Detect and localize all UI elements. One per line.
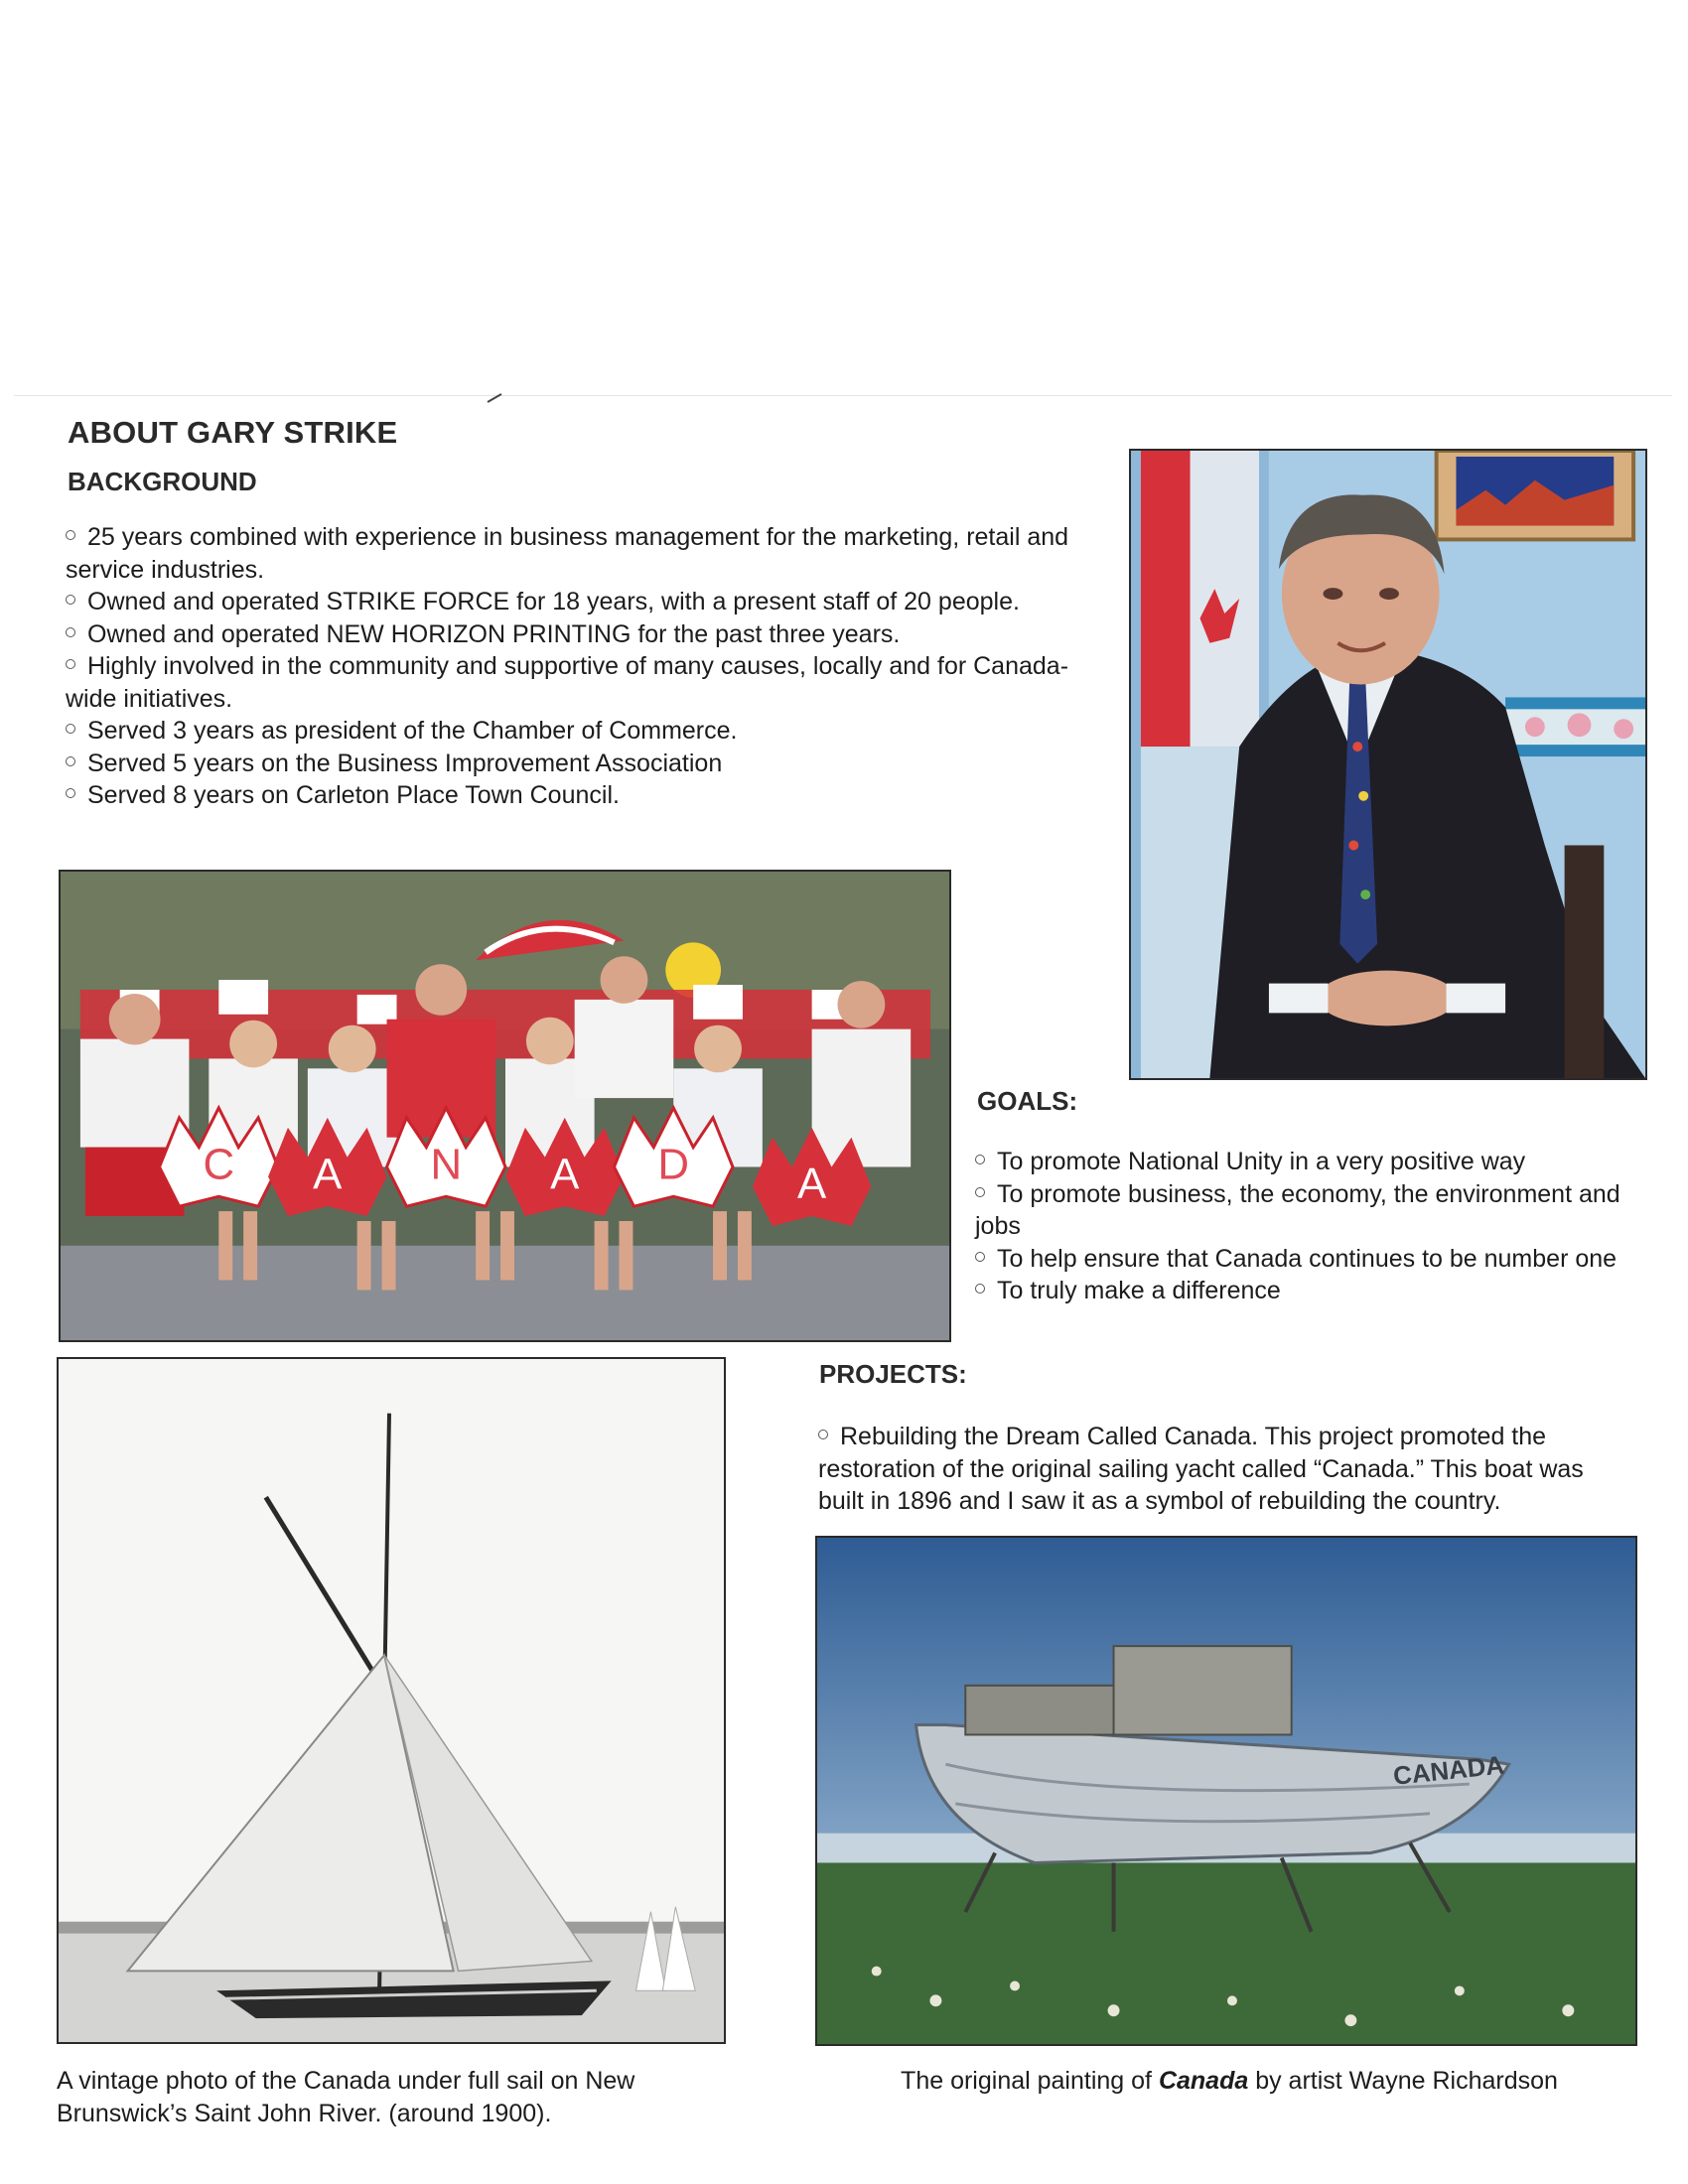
bullet-icon <box>66 756 75 766</box>
top-scan-rule <box>14 395 1672 396</box>
background-item: Highly involved in the community and supportive of many causes, locally and for Canada-wide initiatives. <box>66 652 1069 713</box>
bullet-icon <box>975 1155 985 1164</box>
bullet-icon <box>975 1284 985 1294</box>
parade-sign-letter: A <box>313 1150 343 1199</box>
goal-item: To promote business, the economy, the environment and jobs <box>975 1179 1620 1240</box>
parade-sign-letter: A <box>797 1160 827 1209</box>
bullet-icon <box>975 1252 985 1262</box>
goals-list <box>975 1146 1634 1307</box>
painting-photo <box>815 1536 1637 2046</box>
background-item: Served 5 years on the Business Improvement Association <box>66 748 1088 780</box>
background-list <box>66 521 1088 812</box>
parade-sign-letter: D <box>657 1140 690 1189</box>
bullet-icon <box>818 1430 828 1439</box>
parade-sign-letter: C <box>203 1140 235 1189</box>
bullet-icon <box>975 1187 985 1197</box>
bullet-icon <box>66 724 75 734</box>
bullet-icon <box>66 788 75 798</box>
project-item: Rebuilding the Dream Called Canada. This project promoted the restoration of the original sailing yacht called “Canada.” This boat was built in 1896 and I saw it as a symbol of rebuilding the country. <box>818 1423 1584 1515</box>
projects-list <box>818 1421 1634 1518</box>
sailboat-caption: A vintage photo of the Canada under full sail on New Brunswick’s Saint John River. (around 1900). <box>57 2067 635 2127</box>
goal-item: To truly make a difference <box>975 1275 1634 1307</box>
projects-heading: PROJECTS: <box>819 1359 967 1389</box>
page-title: ABOUT GARY STRIKE <box>68 415 398 450</box>
background-item: Served 8 years on Carleton Place Town Council. <box>66 779 1088 812</box>
parade-sign-letter: A <box>550 1150 580 1199</box>
boat-name: CANADA <box>1391 1751 1506 1791</box>
portrait-photo <box>1129 449 1647 1080</box>
goal-item: To help ensure that Canada continues to be number one <box>975 1243 1634 1276</box>
goal-item: To promote National Unity in a very positive way <box>975 1146 1634 1178</box>
goals-heading: GOALS: <box>977 1086 1078 1116</box>
parade-sign-letter: N <box>430 1140 463 1189</box>
background-item: Owned and operated STRIKE FORCE for 18 years, with a present staff of 20 people. <box>66 586 1088 618</box>
sailboat-photo <box>57 1357 726 2044</box>
bullet-icon <box>66 595 75 605</box>
bullet-icon <box>66 627 75 637</box>
background-item: Owned and operated NEW HORIZON PRINTING for the past three years. <box>66 618 1088 651</box>
background-item: Served 3 years as president of the Chamber of Commerce. <box>66 715 1088 748</box>
parade-photo <box>59 870 951 1342</box>
painting-caption: The original painting of Canada by artist Wayne Richardson <box>901 2067 1558 2095</box>
background-heading: BACKGROUND <box>68 467 257 496</box>
background-item: 25 years combined with experience in business management for the marketing, retail and service industries. <box>66 523 1069 584</box>
bullet-icon <box>66 530 75 540</box>
painting-title: Canada <box>1158 2067 1249 2095</box>
bullet-icon <box>66 659 75 669</box>
